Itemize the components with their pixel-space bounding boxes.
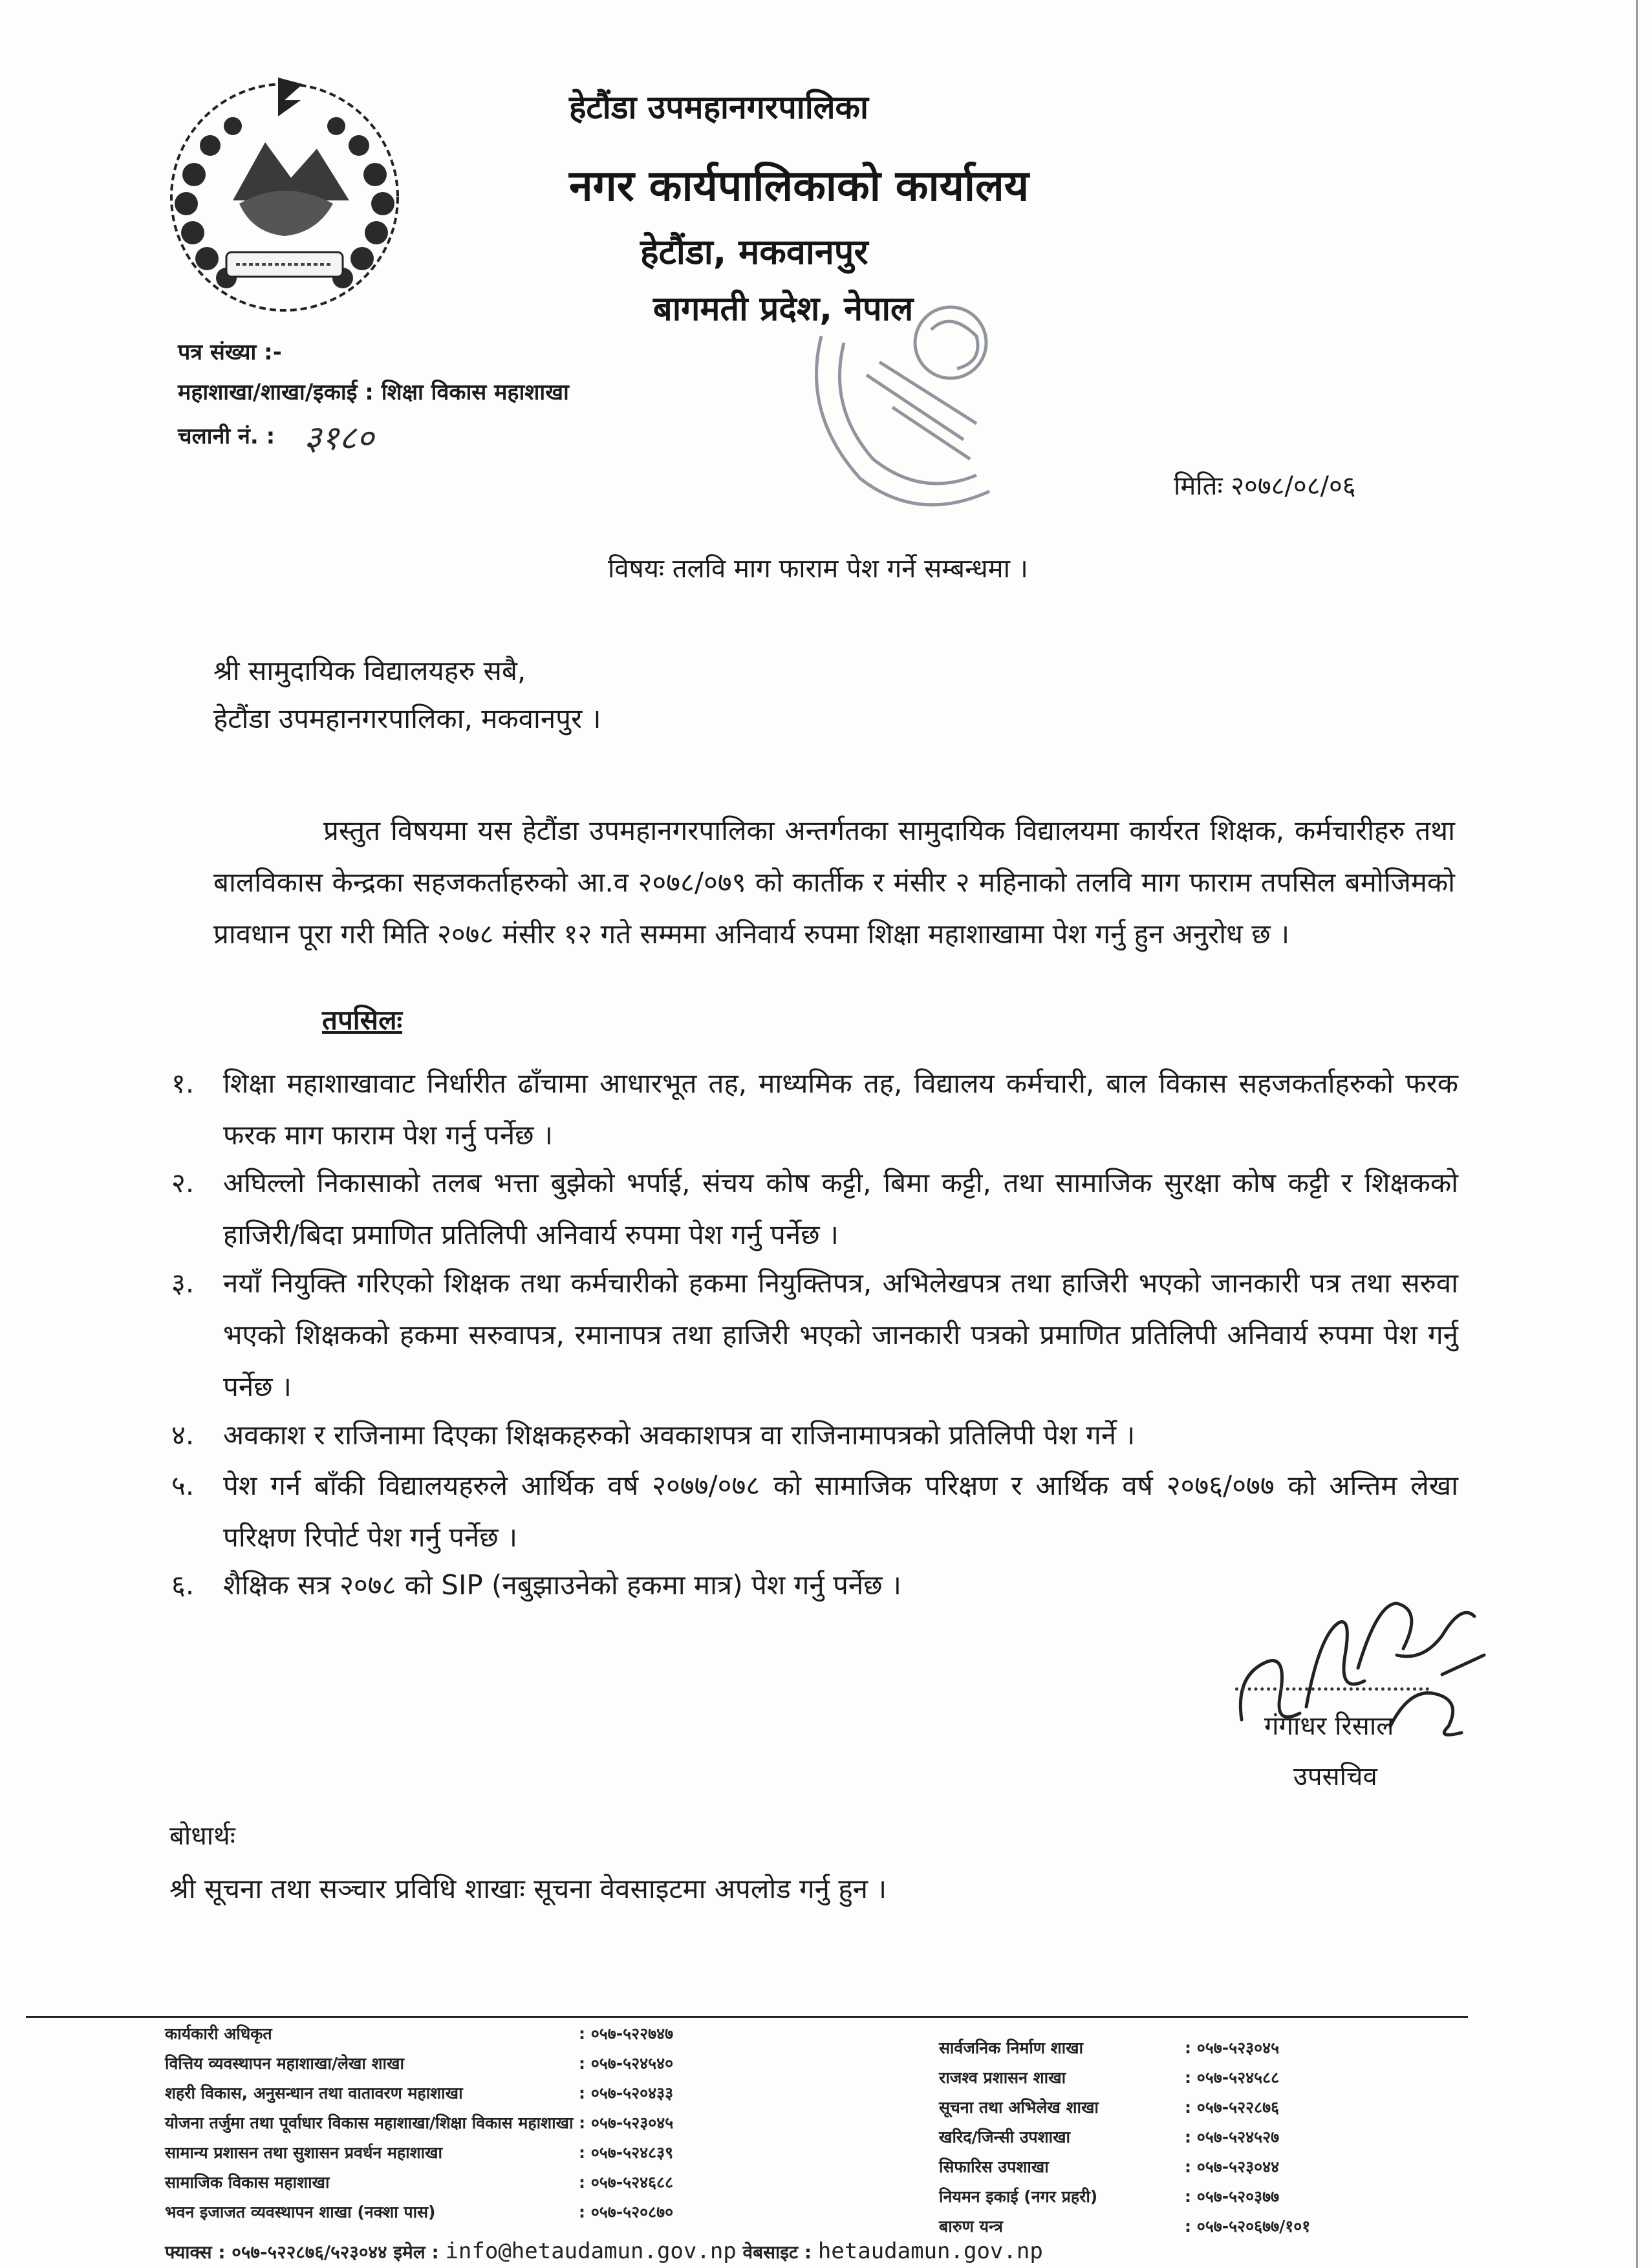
item-text: नयाँ नियुक्ति गरिएको शिक्षक तथा कर्मचारीको हकमा नियुक्तिपत्र, अभिलेखपत्र तथा हाजिरी भएको जानकारी पत्र तथा सरुवा भएको शिक्षकको हकमा सरुवापत्र, रमानापत्र तथा हाजिरी भएको जानकारी पत्रको प्रमाणित प्रतिलिपी अनिवार्य रुपमा पेश गर्नु पर्नेछ । [223, 1267, 1458, 1402]
footer-office-name: वित्तिय व्यवस्थापन महाशाखा/लेखा शाखा [165, 2054, 404, 2073]
item-text: शैक्षिक सत्र २०७८ को SIP (नबुझाउनेको हकमा मात्र) पेश गर्नु पर्नेछ । [223, 1569, 901, 1601]
footer-divider [26, 2016, 1468, 2018]
footer-phone: : ०५७-५२२७४७ [579, 2024, 674, 2043]
footer-phone: : ०५७-५२२८७६ [1185, 2098, 1280, 2117]
item-number: २. [171, 1167, 195, 1199]
footer-phone: : ०५७-५२०३७७ [1185, 2187, 1280, 2206]
footer-office-name: सूचना तथा अभिलेख शाखा [939, 2098, 1099, 2117]
body-paragraph: प्रस्तुत विषयमा यस हेटौंडा उपमहानगरपालिका अन्तर्गतका सामुदायिक विद्यालयमा कार्यरत शिक्षक, कर्मचारीहरु तथा बालविकास केन्द्रका सहजकर्ताहरुको आ.व २०७८/०७९ को कार्तीक र मंसीर २ महिनाको तलवि माग फाराम तपसिल बमोजिमको प्रावधान पूरा गरी मिति २०७८ मंसीर १२ गते सम्ममा अनिवार्य रुपमा शिक्षा महाशाखामा पेश गर्नु हुन अनुरोध छ । [213, 815, 1455, 950]
item-number: ३. [171, 1267, 195, 1299]
footer-phone: : ०५७-५२४६८८ [579, 2173, 674, 2192]
footer-office-name: राजश्व प्रशासन शाखा [939, 2068, 1066, 2087]
cc-text: श्री सूचना तथा सञ्चार प्रविधि शाखाः सूचना वेवसाइटमा अपलोड गर्नु हुन । [169, 1873, 887, 1905]
details-heading: तपसिलः [322, 1004, 403, 1036]
addressee-line-2: हेटौंडा उपमहानगरपालिका, मकवानपुर । [213, 703, 601, 734]
office-location: हेटौंडा, मकवानपुर [640, 231, 868, 272]
footer-phone: : ०५७-५२४५८८ [1185, 2068, 1280, 2087]
footer-office-name: बारुण यन्त्र [939, 2217, 1003, 2236]
cc-label: बोधार्थः [169, 1821, 235, 1851]
province-country: बागमती प्रदेश, नेपाल [653, 290, 914, 328]
municipality-name: हेटौंडा उपमहानगरपालिका [569, 89, 868, 126]
footer-office-name: सामाजिक विकास महाशाखा [165, 2173, 330, 2192]
website-label: वेबसाइट : [736, 2241, 818, 2263]
dispatch-number-handwritten: ३१८० [304, 419, 374, 458]
signature-line [1235, 1687, 1429, 1691]
footer-office-name: भवन इजाजत व्यवस्थापन शाखा (नक्शा पास) [165, 2203, 436, 2221]
footer-phone: : ०५७-५२४८३९ [579, 2143, 674, 2162]
item-text: अघिल्लो निकासाको तलब भत्ता बुझेको भर्पाई, संचय कोष कट्टी, बिमा कट्टी, तथा सामाजिक सुरक्षा कोष कट्टी र शिक्षकको हाजिरी/बिदा प्रमाणित प्रतिलिपी अनिवार्य रुपमा पेश गर्नु पर्नेछ । [223, 1167, 1458, 1250]
website-link[interactable]: hetaudamun.gov.np [817, 2238, 1043, 2264]
item-number: १. [171, 1067, 195, 1099]
footer-phone: : ०५७-५२३०४४ [1185, 2157, 1280, 2176]
footer-phone: : ०५७-५२३०४५ [1185, 2038, 1280, 2057]
footer-office-name: सामान्य प्रशासन तथा सुशासन प्रवर्धन महाशाखा [165, 2143, 442, 2162]
item-text: शिक्षा महाशाखावाट निर्धारीत ढाँचामा आधारभूत तह, माध्यमिक तह, विद्यालय कर्मचारी, बाल विकास सहजकर्ताहरुको फरक फरक माग फाराम पेश गर्नु पर्नेछ । [223, 1067, 1458, 1151]
footer-phone: : ०५७-५२४५४० [579, 2054, 674, 2073]
item-number: ४. [171, 1419, 195, 1451]
footer-office-name: नियमन इकाई (नगर प्रहरी) [939, 2187, 1098, 2206]
footer-phone: : ०५७-५२०४३३ [579, 2084, 674, 2102]
office-stamp-icon [782, 284, 1054, 530]
dispatch-number-label: चलानी नं. : [178, 423, 275, 449]
addressee-line-1: श्री सामुदायिक विद्यालयहरु सबै, [213, 655, 526, 687]
letter-subject: विषयः तलवि माग फाराम पेश गर्ने सम्बन्धमा । [608, 554, 1028, 584]
footer-office-name: शहरी विकास, अनुसन्धान तथा वातावरण महाशाखा [165, 2084, 463, 2102]
footer-phone: : ०५७-५२४५२७ [1185, 2128, 1280, 2146]
footer-contact [165, 2238, 1043, 2264]
office-name: नगर कार्यपालिकाको कार्यालय [569, 161, 1029, 211]
fax-text: फ्याक्स : ०५७-५२२८७६/५२३०४४ इमेल : [165, 2241, 446, 2263]
item-text: अवकाश र राजिनामा दिएका शिक्षकहरुको अवकाशपत्र वा राजिनामापत्रको प्रतिलिपी पेश गर्ने । [223, 1419, 1136, 1451]
footer-office-name: सिफारिस उपशाखा [939, 2157, 1049, 2176]
footer-office-name: सार्वजनिक निर्माण शाखा [939, 2038, 1084, 2057]
footer-office-name: योजना तर्जुमा तथा पूर्वाधार विकास महाशाखा/शिक्षा विकास महाशाखा : ०५७-५२३०४५ [165, 2113, 674, 2132]
letter-number-label: पत्र संख्या :- [178, 339, 282, 365]
item-text: पेश गर्न बाँकी विद्यालयहरुले आर्थिक वर्ष २०७७/०७८ को सामाजिक परिक्षण र आर्थिक वर्ष २०७६/०७७ को अन्तिम लेखा परिक्षण रिपोर्ट पेश गर्नु पर्नेछ । [223, 1470, 1458, 1553]
department-line: महाशाखा/शाखा/इकाई : शिक्षा विकास महाशाखा [178, 380, 569, 405]
letter-date: मितिः २०७८/०८/०६ [1174, 471, 1356, 501]
footer-office-name: कार्यकारी अधिकृत [165, 2024, 272, 2043]
item-number: ५. [171, 1470, 195, 1501]
signatory-title: उपसचिव [1293, 1762, 1377, 1792]
footer-phone: : ०५७-५२०८७० [579, 2203, 674, 2221]
signatory-name: गंगाधर रिसाल [1264, 1711, 1394, 1741]
footer-office-name: खरिद/जिन्सी उपशाखा [939, 2128, 1071, 2146]
item-number: ६. [171, 1569, 195, 1601]
footer-phone: : ०५७-५२०६७७/१०१ [1185, 2217, 1311, 2236]
email-link[interactable]: info@hetaudamun.gov.np [445, 2238, 737, 2264]
nepal-emblem-icon [155, 65, 414, 323]
